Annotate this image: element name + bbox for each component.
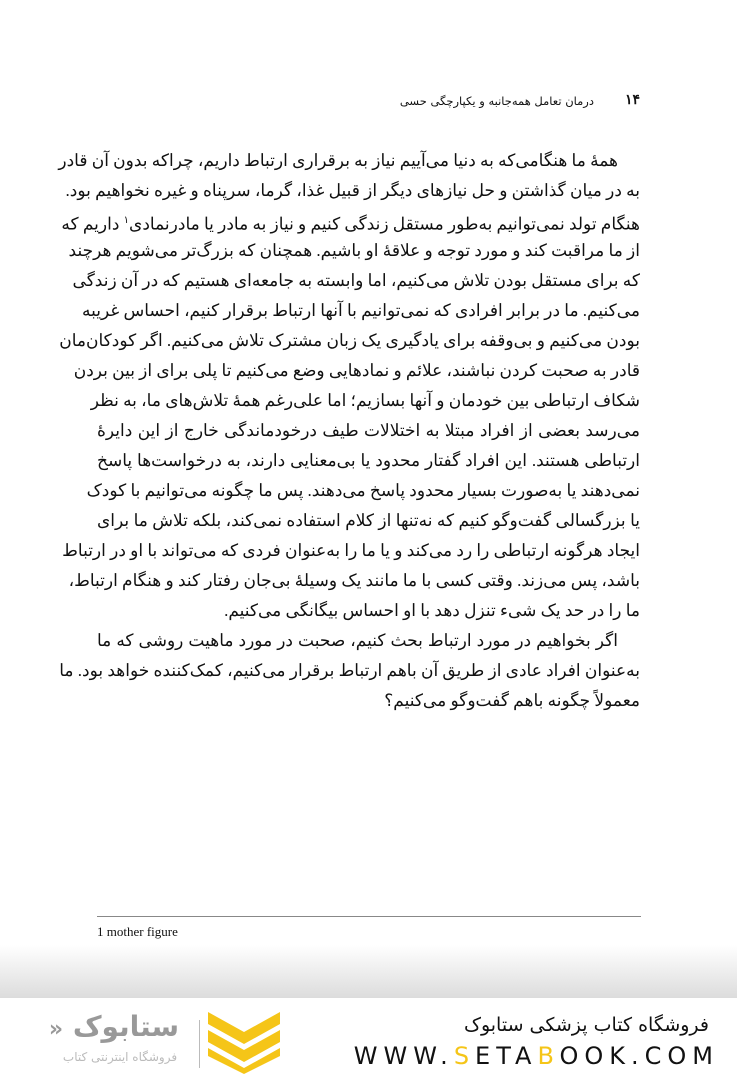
url-part: WWW. [353, 1042, 454, 1070]
footnote-divider [97, 916, 641, 917]
chevron-logo-icon [208, 1012, 280, 1074]
url-part: ETA [475, 1042, 538, 1070]
text-line: نمی‌دهند یا به‌صورت بسیار محدود پاسخ می‌دهند. پس ما چگونه می‌توانیم با کودک [86, 481, 640, 500]
text-line: شکاف ارتباطی بین خودمان و آنها بسازیم؛ اما علی‌رغم همهٔ تلاش‌های ما، به نظر [90, 391, 640, 410]
running-title: درمان تعامل همه‌جانبه و یکپارچگی حسی [399, 94, 594, 108]
text-line: که برای مستقل بودن تلاش می‌کنیم، اما وابسته به جامعه‌ای هستیم که در آن زندگی [72, 271, 640, 290]
text-line-part: هنگام تولد نمی‌توانیم به‌طور مستقل زندگی کنیم و نیاز به مادر یا مادرنمادی [129, 214, 640, 234]
text-line: باشد، پس می‌زند. وقتی کسی با ما مانند یک وسیلهٔ بی‌جان رفتار کند و هنگام ارتباط، [68, 571, 640, 590]
text-line: می‌رسد بعضی از افراد مبتلا به اختلالات طیف درخودماندگی خارج از این دایرهٔ [97, 421, 640, 440]
text-line: ایجاد هرگونه ارتباطی را رد می‌کند و یا ما را به‌عنوان فردی که می‌تواند با او در ارتباط [62, 541, 640, 560]
brand-logo-text: ستابوک « [48, 1010, 180, 1043]
shop-url [354, 1042, 719, 1070]
brand-subtitle: فروشگاه اینترنتی کتاب [62, 1050, 178, 1064]
page-number: ۱۴ [624, 92, 640, 108]
text-line-part: داریم که [61, 214, 120, 234]
text-line [61, 206, 640, 236]
footnote: 1 mother figure [97, 924, 178, 939]
text-line: به در میان گذاشتن و حل نیازهای دیگر از قبیل غذا، گرما، سرپناه و غیره نخواهیم بود. [65, 181, 640, 200]
text-line: ارتباطی هستند. این افراد گفتار محدود یا بی‌معنایی دارند، به درخواست‌ها پاسخ [97, 451, 640, 470]
text-line: بودن می‌کنیم و بی‌وقفه برای یادگیری یک زبان مشترک تلاش می‌کنیم. اگر کودکان‌مان [59, 331, 640, 350]
url-part-accent: S [453, 1042, 476, 1070]
url-part: OOK.COM [559, 1042, 719, 1070]
text-line: ما را در حد یک شیء تنزل دهد با او احساس بیگانگی می‌کنیم. [224, 601, 640, 620]
url-part-accent: B [537, 1042, 560, 1070]
footnote-marker: ۱ [123, 215, 130, 226]
text-line: قادر به صحبت کردن نباشند، علائم و نمادهایی وضع می‌کنیم تا پلی برای از بین بردن [73, 361, 640, 380]
logo-divider [199, 1020, 200, 1068]
text-line: معمولاً چگونه باهم گفت‌وگو می‌کنیم؟ [384, 691, 640, 710]
text-line: یا بزرگسالی گفت‌وگو کنیم که نه‌تنها از کلام استفاده نمی‌کند، بلکه تلاش ما برای [97, 511, 640, 530]
brand-name: ستابوک [72, 1010, 180, 1043]
page-shadow [0, 945, 737, 998]
text-line: اگر بخواهیم در مورد ارتباط بحث کنیم، صحبت در مورد ماهیت روشی که ما [97, 631, 618, 650]
text-line: می‌کنیم. ما در برابر افرادی که نمی‌توانیم با آنها ارتباط برقرار کنیم، احساس غریبه [82, 301, 640, 320]
text-line: از ما مراقبت کند و مورد توجه و علاقهٔ او باشیم. همچنان که بزرگ‌تر می‌شویم هرچند [68, 241, 640, 260]
running-header [97, 92, 640, 116]
watermark-footer [0, 998, 737, 1080]
body-text [58, 146, 640, 716]
text-line: همهٔ ما هنگامی‌که به دنیا می‌آییم نیاز به برقراری ارتباط داریم، چراکه بدون آن قادر [58, 151, 618, 170]
text-line: به‌عنوان افراد عادی از طریق آن باهم ارتباط برقرار می‌کنیم، کمک‌کننده خواهد بود. ما [59, 661, 640, 680]
shop-name: فروشگاه کتاب پزشکی ستابوک [463, 1014, 709, 1036]
